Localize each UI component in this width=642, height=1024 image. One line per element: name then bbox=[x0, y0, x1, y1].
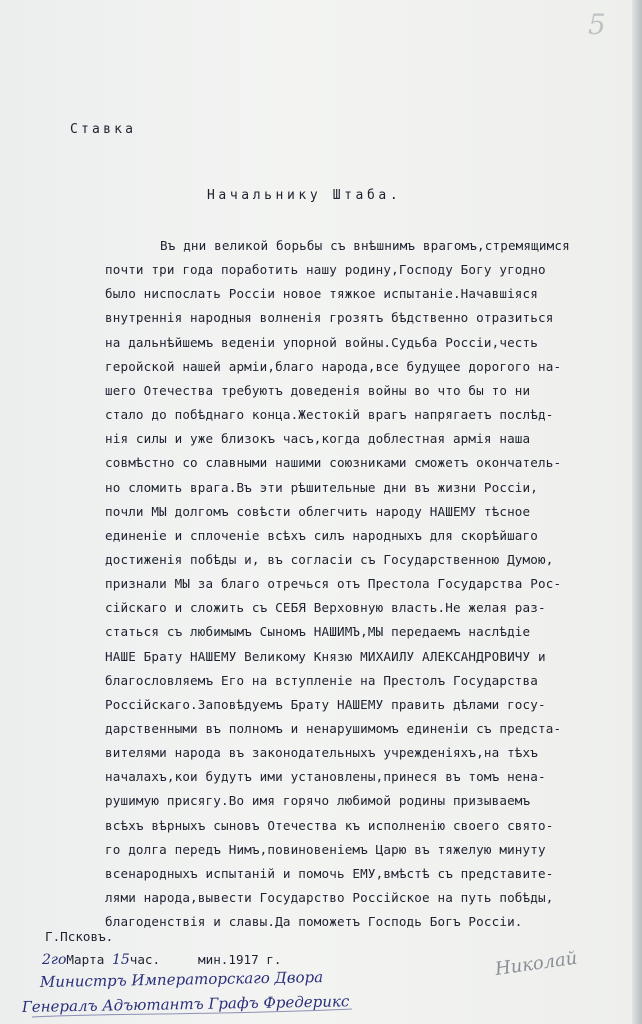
text-line: совмѣстно со славными нашими союзниками сможетъ окончатель- bbox=[105, 455, 562, 470]
text-line: сійскаго и сложить съ СЕБЯ Верховную власть.Не желая раз- bbox=[105, 600, 546, 615]
text-line: на дальнѣйшемъ веденіи упорной войны.Судьба Россіи,честь bbox=[105, 335, 538, 350]
text-line: го долга передъ Нимъ,повиновеніемъ Царю въ тяжелую минуту bbox=[105, 842, 546, 857]
year-text: 1917 г. bbox=[228, 952, 282, 967]
document-heading: Ставка bbox=[70, 122, 137, 137]
text-line: началахъ,кои будутъ ими установлены,принеся въ томъ нена- bbox=[105, 769, 546, 784]
text-line: почти три года поработить нашу родину,Господу Богу угодно bbox=[105, 262, 546, 277]
text-line: статься съ любимымъ Сыномъ НАШИМЪ,МЫ передаемъ наслѣдіе bbox=[105, 624, 531, 639]
text-line: Россійскаго.Заповѣдуемъ Брату НАШЕМУ править дѣлами госу- bbox=[105, 697, 546, 712]
text-line: дарственными въ полномъ и ненарушимомъ единеніи съ предста- bbox=[105, 721, 562, 736]
text-line: почли МЫ долгомъ совѣсти облегчить народу НАШЕМУ тѣсное bbox=[105, 504, 531, 519]
text-line: единеніе и сплоченіе всѣхъ силъ народныхъ для скорѣйшаго bbox=[105, 528, 538, 543]
addressee-line: Начальнику Штаба. bbox=[207, 188, 402, 203]
text-line: всенародныхъ испытаній и помочь ЕМУ,вмѣстѣ съ представите- bbox=[105, 866, 554, 881]
text-line: стало до побѣднаго конца.Жестокій врагъ напрягаетъ послѣд- bbox=[105, 407, 554, 422]
tsar-signature-pencil bbox=[484, 945, 594, 990]
day-handwritten: 2го bbox=[42, 952, 67, 968]
countersign-line-1: Министръ Императорскаго Двора bbox=[39, 968, 324, 991]
text-line: вителями народа въ законодательныхъ учрежденіяхъ,на тѣхъ bbox=[105, 745, 538, 760]
minute-label: мин. bbox=[198, 952, 229, 967]
countersign-line-2: Генералъ Адъютантъ Графъ Фредерикс bbox=[22, 992, 350, 1016]
text-line: признали МЫ за благо отречься отъ Престола Государства Рос- bbox=[105, 576, 562, 591]
month-text: Марта bbox=[66, 952, 105, 967]
pencil-page-mark: 5 bbox=[588, 8, 606, 41]
text-line: геройской нашей арміи,благо народа,все будущее дорогого на- bbox=[105, 359, 562, 374]
text-line: Въ дни великой борьбы съ внѣшнимъ врагомъ,стремящимся bbox=[160, 238, 570, 253]
text-line: НАШЕ Брату НАШЕМУ Великому Князю МИХАИЛУ АЛЕКСАНДРОВИЧУ и bbox=[105, 649, 546, 664]
text-line: благословляемъ Его на вступленіе на Престолъ Государства bbox=[105, 673, 538, 688]
countersignature-handwritten bbox=[22, 965, 422, 1020]
text-line: нія силы и уже близокъ часъ,когда доблестная армія наша bbox=[105, 431, 531, 446]
text-line: всѣхъ вѣрныхъ сыновъ Отечества къ исполненію своего свято- bbox=[105, 818, 554, 833]
text-line: благоденствія и славы.Да поможетъ Господь Богъ Россіи. bbox=[105, 914, 523, 929]
text-line: было ниспослать Россіи новое тяжкое испытаніе.Начавшіяся bbox=[105, 286, 538, 301]
text-line: рушимую присягу.Во имя горячо любимой родины призываемъ bbox=[105, 793, 531, 808]
tsar-signature-text: Николай bbox=[493, 947, 579, 980]
text-line: достиженія побѣды и, въ согласіи съ Государственною Думою, bbox=[105, 552, 554, 567]
hour-label: час. bbox=[129, 952, 161, 967]
text-line: но сломить врага.Въ эти рѣшительные дни въ жизни Россіи, bbox=[105, 480, 538, 495]
hour-handwritten: 15 bbox=[111, 952, 130, 968]
text-line: лями народа,вывести Государство Россійское на путь побѣды, bbox=[105, 890, 554, 905]
text-line: внутреннія народныя волненія грозятъ бѣдственно отразиться bbox=[105, 310, 554, 325]
text-line: шего Отечества требуютъ доведенія войны во что бы то ни bbox=[105, 383, 531, 398]
place-line: Г.Псковъ. bbox=[45, 929, 114, 944]
